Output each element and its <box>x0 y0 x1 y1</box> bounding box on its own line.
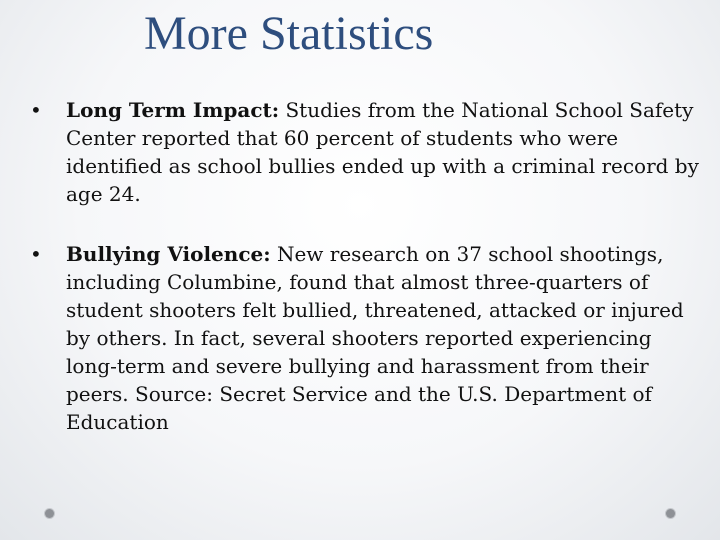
bullet-item-long-term-impact <box>30 96 705 208</box>
bullet-heading: Bullying Violence: <box>66 242 271 266</box>
bullet-list <box>30 96 705 436</box>
bullet-body: New research on 37 school shootings, including Columbine, found that almost three-quarters of student shooters felt bullied, threatened, attacked or injured by others. In fact, several shooters reported experiencing long-term and severe bullying and harassment from their peers. Source: Secret Service and the U.S. Department of Education <box>66 242 684 434</box>
corner-dot-icon <box>45 509 54 518</box>
bullet-icon: • <box>30 98 42 122</box>
corner-dot-icon <box>666 509 675 518</box>
bullet-heading: Long Term Impact: <box>66 98 280 122</box>
bullet-item-bullying-violence <box>30 240 705 436</box>
slide-title: More Statistics <box>144 7 434 60</box>
bullet-icon: • <box>30 242 42 266</box>
bullet-body: Studies from the National School Safety Center reported that 60 percent of students who were identified as school bullies ended up with a criminal record by age 24. <box>66 98 699 206</box>
